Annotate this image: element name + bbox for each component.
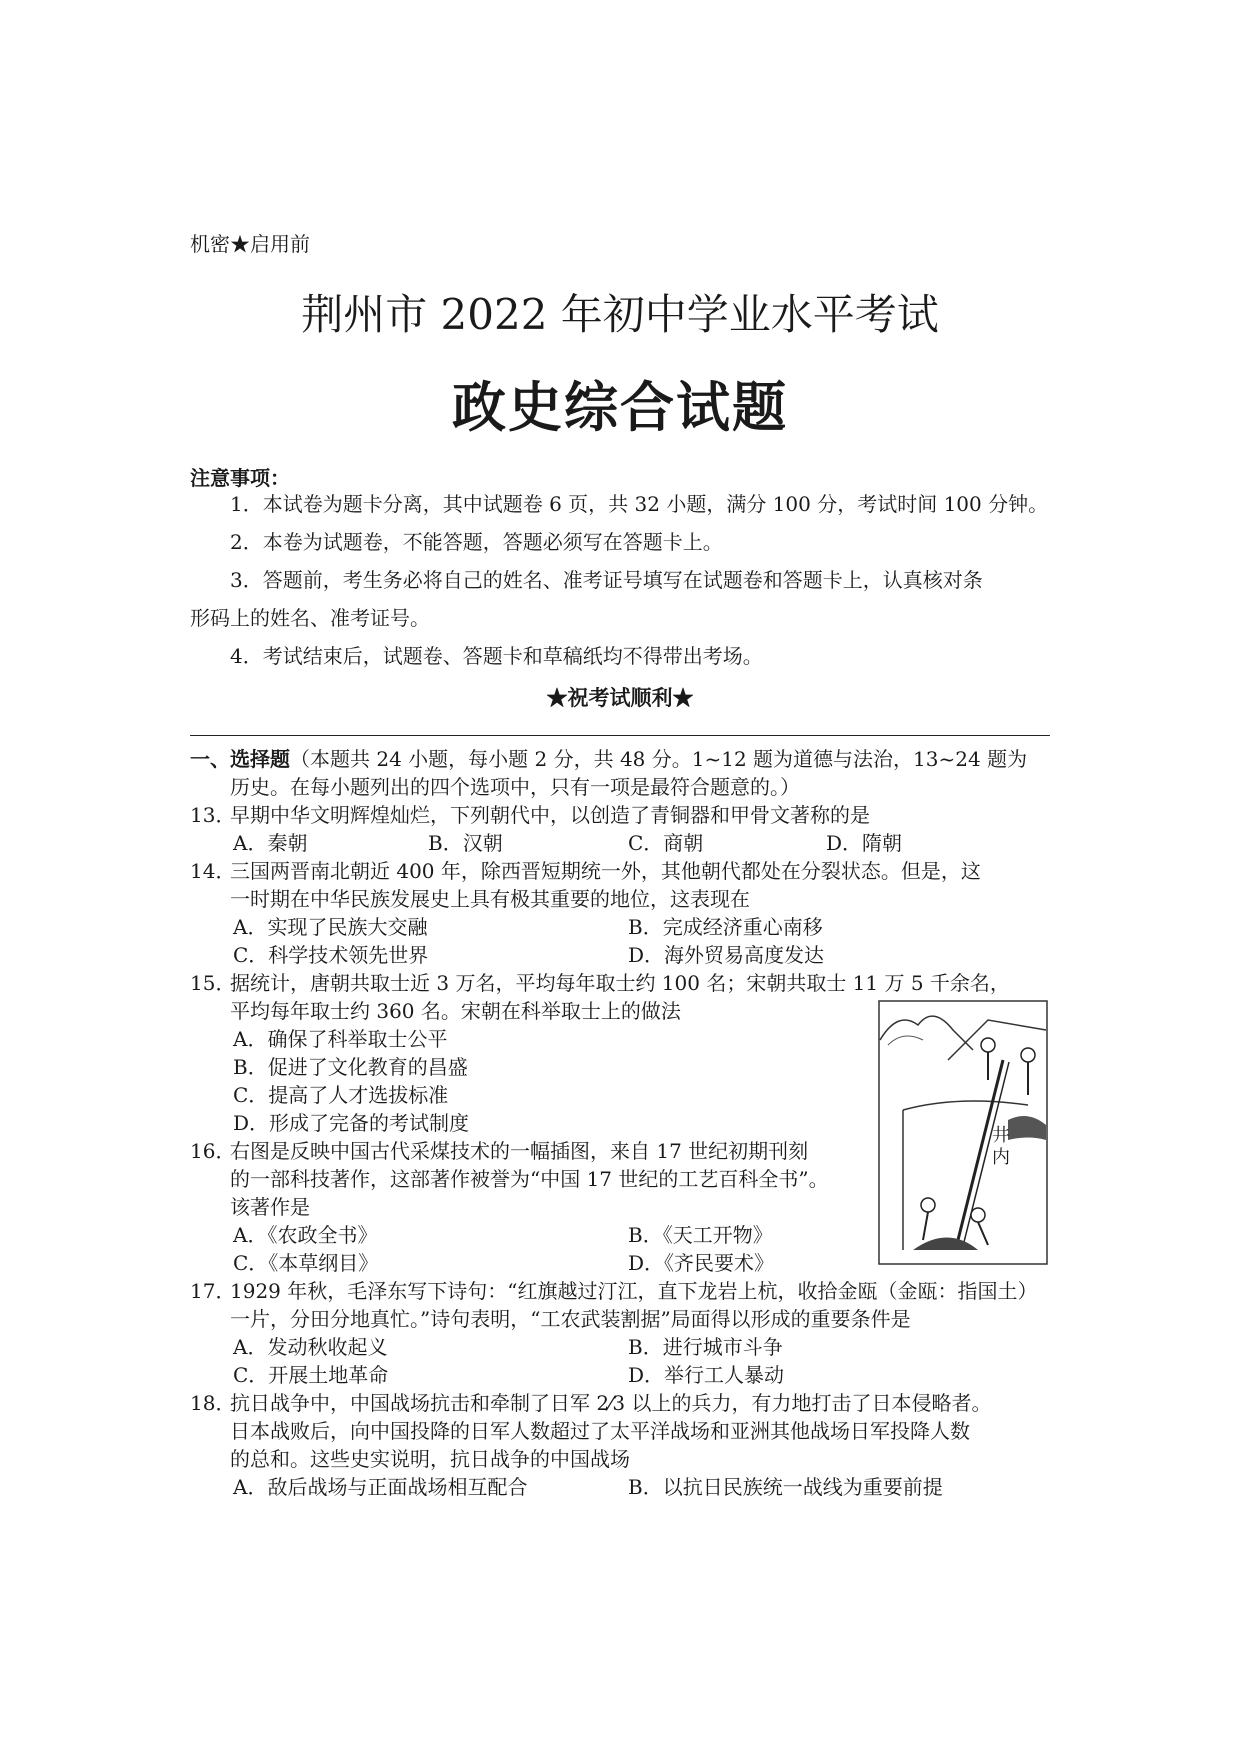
question-13-stem: 早期中华文明辉煌灿烂，下列朝代中，以创造了青铜器和甲骨文著称的是	[230, 803, 870, 827]
question-16-stem-3: 该著作是	[230, 1195, 310, 1219]
q15-option-c: C．提高了人才选拔标准	[233, 1083, 449, 1107]
question-16-number: 16．	[190, 1139, 236, 1163]
q18-option-b: B．以抗日民族统一战线为重要前提	[628, 1475, 943, 1499]
section-heading-line1	[190, 745, 1027, 773]
q16-option-c: C．《本草纲目》	[233, 1251, 379, 1275]
q18-option-a: A．敌后战场与正面战场相互配合	[233, 1475, 528, 1499]
q17-option-c: C．开展土地革命	[233, 1363, 389, 1387]
question-18-stem-1: 抗日战争中，中国战场抗击和牵制了日军 2⁄3 以上的兵力，有力地打击了日本侵略者。	[230, 1391, 992, 1415]
q16-option-a: A．《农政全书》	[233, 1223, 378, 1247]
question-14-number: 14．	[190, 859, 236, 883]
q16-option-b: B．《天工开物》	[628, 1223, 773, 1247]
divider-line	[190, 735, 1050, 736]
q13-option-b: B．汉朝	[428, 831, 503, 855]
notice-item-4: 4．考试结束后，试题卷、答题卡和草稿纸均不得带出考场。	[230, 644, 763, 668]
notice-item-1: 1．本试卷为题卡分离，其中试题卷 6 页，共 32 小题，满分 100 分，考试时间 100 分钟。	[230, 492, 1049, 516]
question-16-stem-2: 的一部科技著作，这部著作被誉为“中国 17 世纪的工艺百科全书”。	[230, 1167, 829, 1191]
section-desc-1: （本题共 24 小题，每小题 2 分，共 48 分。1~12 题为道德与法治，13~24 题为	[290, 747, 1028, 771]
q13-option-a: A．秦朝	[233, 831, 308, 855]
question-18-stem-3: 的总和。这些史实说明，抗日战争的中国战场	[230, 1447, 630, 1471]
q14-option-b: B．完成经济重心南移	[628, 915, 823, 939]
question-15-stem-2: 平均每年取士约 360 名。宋朝在科举取士上的做法	[230, 999, 681, 1023]
question-15-number: 15．	[190, 971, 236, 995]
q14-option-d: D．海外贸易高度发达	[628, 943, 825, 967]
notice-item-3-cont: 形码上的姓名、准考证号。	[190, 606, 430, 630]
question-18-stem-2: 日本战败后，向中国投降的日军人数超过了太平洋战场和亚洲其他战场日军投降人数	[230, 1419, 970, 1443]
q15-option-b: B．促进了文化教育的昌盛	[233, 1055, 468, 1079]
question-18-number: 18．	[190, 1391, 236, 1415]
question-17-stem-2: 一片，分田分地真忙。”诗句表明，“工农武装割据”局面得以形成的重要条件是	[230, 1307, 911, 1331]
q13-option-c: C．商朝	[628, 831, 704, 855]
notice-item-2: 2．本卷为试题卷，不能答题，答题必须写在答题卡上。	[230, 530, 723, 554]
question-13-number: 13．	[190, 803, 236, 827]
exam-title: 荆州市 2022 年初中学业水平考试	[301, 290, 939, 339]
question-17-stem-1: 1929 年秋，毛泽东写下诗句：“红旗越过汀江，直下龙岩上杭，收拾金瓯（金瓯：指国土）	[230, 1279, 1038, 1303]
notice-heading: 注意事项：	[190, 466, 290, 490]
confidential-label: 机密★启用前	[190, 232, 310, 256]
q17-option-b: B．进行城市斗争	[628, 1335, 783, 1359]
question-14-stem-1: 三国两晋南北朝近 400 年，除西晋短期统一外，其他朝代都处在分裂状态。但是，这	[230, 859, 981, 883]
notice-item-3: 3．答题前，考生务必将自己的姓名、准考证号填写在试题卷和答题卡上，认真核对条	[230, 568, 983, 592]
coal-mining-illustration	[878, 1000, 1048, 1265]
question-16-stem-1: 右图是反映中国古代采煤技术的一幅插图，来自 17 世纪初期刊刻	[230, 1139, 809, 1163]
exam-subject-title: 政史综合试题	[452, 376, 788, 439]
coal-mining-drawing	[878, 1000, 1048, 1265]
q14-option-a: A．实现了民族大交融	[233, 915, 428, 939]
q17-option-d: D．举行工人暴动	[628, 1363, 785, 1387]
illustration-label: 井内	[992, 1125, 1010, 1168]
question-17-number: 17．	[190, 1279, 236, 1303]
section-desc-2: 历史。在每小题列出的四个选项中，只有一项是最符合题意的。）	[230, 775, 800, 799]
q16-option-d: D．《齐民要术》	[628, 1251, 775, 1275]
q13-option-d: D．隋朝	[826, 831, 903, 855]
question-14-stem-2: 一时期在中华民族发展史上具有极其重要的地位，这表现在	[230, 887, 750, 911]
section-title: 一、选择题	[190, 747, 290, 771]
q17-option-a: A．发动秋收起义	[233, 1335, 388, 1359]
q14-option-c: C．科学技术领先世界	[233, 943, 429, 967]
question-15-stem-1: 据统计，唐朝共取士近 3 万名，平均每年取士约 100 名；宋朝共取士 11 万 5 千余名，	[230, 971, 1010, 995]
q15-option-d: D．形成了完备的考试制度	[233, 1111, 470, 1135]
q15-option-a: A．确保了科举取士公平	[233, 1027, 448, 1051]
blessing-text: ★祝考试顺利★	[546, 685, 694, 710]
